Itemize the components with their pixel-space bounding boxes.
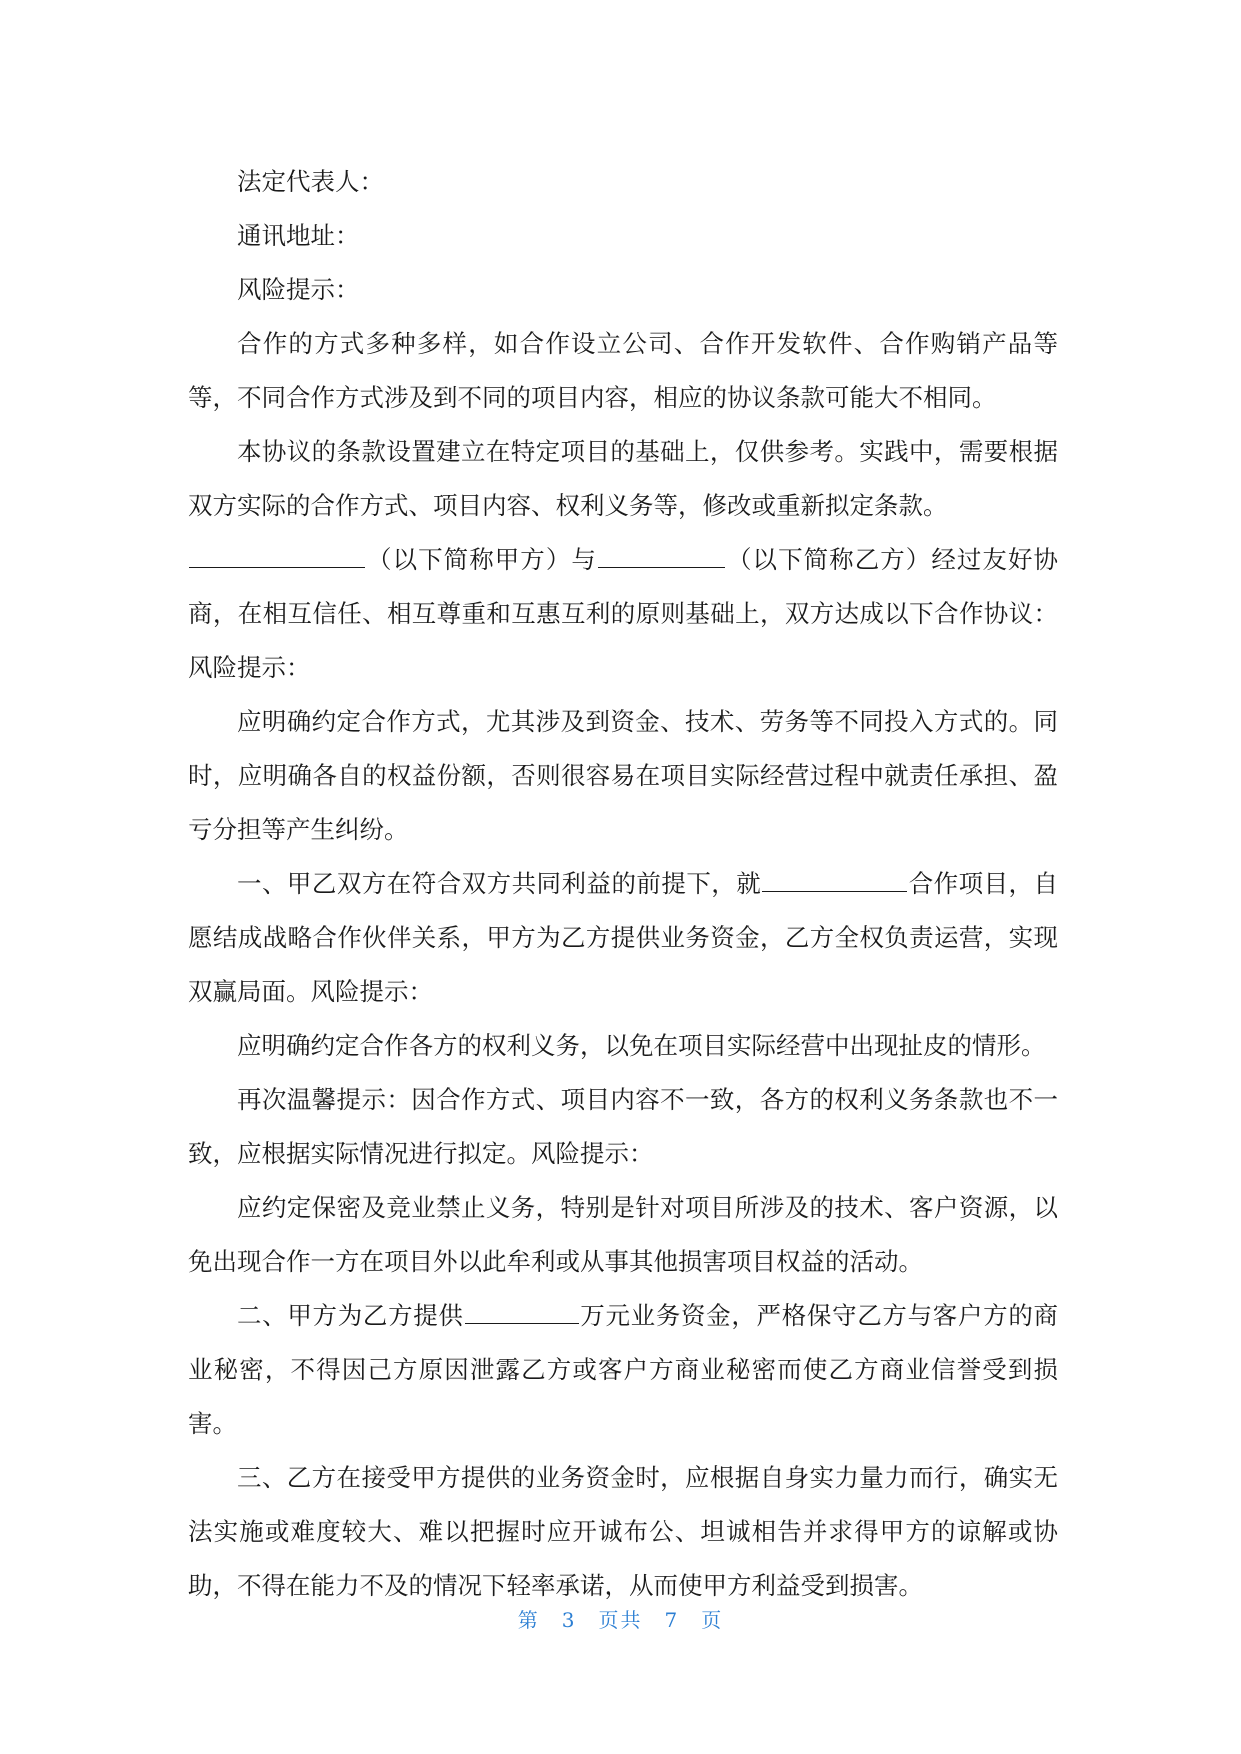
footer-di: 第 <box>517 1608 540 1632</box>
risk-notice-heading: 风险提示： <box>237 275 360 304</box>
clause-one-after: 合作项目，自愿结成战略合作伙伴关系，甲方为乙方提供业务资金，乙方全权负责运营，实现双赢局面。风险提示： <box>188 869 1059 1006</box>
paragraph-warm-reminder: 再次温馨提示：因合作方式、项目内容不一致，各方的权利义务条款也不一致，应根据实际情况进行拟定。风险提示： <box>188 1085 1058 1168</box>
agreement-intro <box>188 533 1058 695</box>
party-b-blank <box>598 543 725 568</box>
paragraph-reference-only: 本协议的条款设置建立在特定项目的基础上，仅供参考。实践中，需要根据双方实际的合作方式、项目内容、权利义务等，修改或重新拟定条款。 <box>188 437 1058 520</box>
document-body <box>188 155 1058 1613</box>
clause-three: 三、乙方在接受甲方提供的业务资金时，应根据自身实力量力而行，确实无法实施或难度较大、难以把握时应开诚布公、坦诚相告并求得甲方的谅解或协助，不得在能力不及的情况下轻率承诺，从而使甲方利益受到损害。 <box>188 1463 1058 1600</box>
clause-one <box>188 857 1058 1019</box>
project-name-blank <box>762 867 907 892</box>
footer-page-number: 3 <box>561 1608 577 1632</box>
footer-ye-gong: 页共 <box>598 1608 643 1632</box>
legal-representative-label: 法定代表人： <box>237 167 384 196</box>
footer-total-pages: 7 <box>664 1608 680 1632</box>
paragraph-rights-obligations: 应明确约定合作各方的权利义务，以免在项目实际经营中出现扯皮的情形。 <box>237 1031 1046 1060</box>
agreement-intro-part2: （以下简称乙方）经过友 <box>725 545 1008 574</box>
paragraph-cooperation-method-risk: 应明确约定合作方式，尤其涉及到资金、技术、劳务等不同投入方式的。同时，应明确各自的权益份额，否则很容易在项目实际经营过程中就责任承担、盈亏分担等产生纠纷。 <box>188 707 1058 844</box>
clause-two-after: 万元业务资金，严格保守乙方与客户方的商业秘密，不得因己方原因泄露乙方或客户方商业秘密而使乙方商业信誉受到损害。 <box>188 1301 1059 1438</box>
paragraph-confidentiality: 应约定保密及竞业禁止义务，特别是针对项目所涉及的技术、客户资源，以免出现合作一方在项目外以此牟利或从事其他损害项目权益的活动。 <box>188 1193 1058 1276</box>
address-label: 通讯地址： <box>237 221 360 250</box>
footer-ye: 页 <box>701 1608 724 1632</box>
page-footer <box>0 1604 1241 1633</box>
clause-one-before: 一、甲乙双方在符合双方共同利益的前提下，就 <box>237 869 762 898</box>
party-a-blank <box>189 543 365 568</box>
paragraph-cooperation-modes: 合作的方式多种多样，如合作设立公司、合作开发软件、合作购销产品等等，不同合作方式涉及到不同的项目内容，相应的协议条款可能大不相同。 <box>188 329 1058 412</box>
agreement-intro-part1: （以下简称甲方）与 <box>366 545 597 574</box>
amount-blank <box>465 1299 579 1324</box>
clause-two <box>188 1289 1058 1451</box>
clause-two-before: 二、甲方为乙方提供 <box>237 1301 464 1330</box>
agreement-intro-rest: 好协商，在相互信任、相互尊重和互惠互利的原则基础上，双方达成以下合作协议：风险提示： <box>188 545 1059 682</box>
